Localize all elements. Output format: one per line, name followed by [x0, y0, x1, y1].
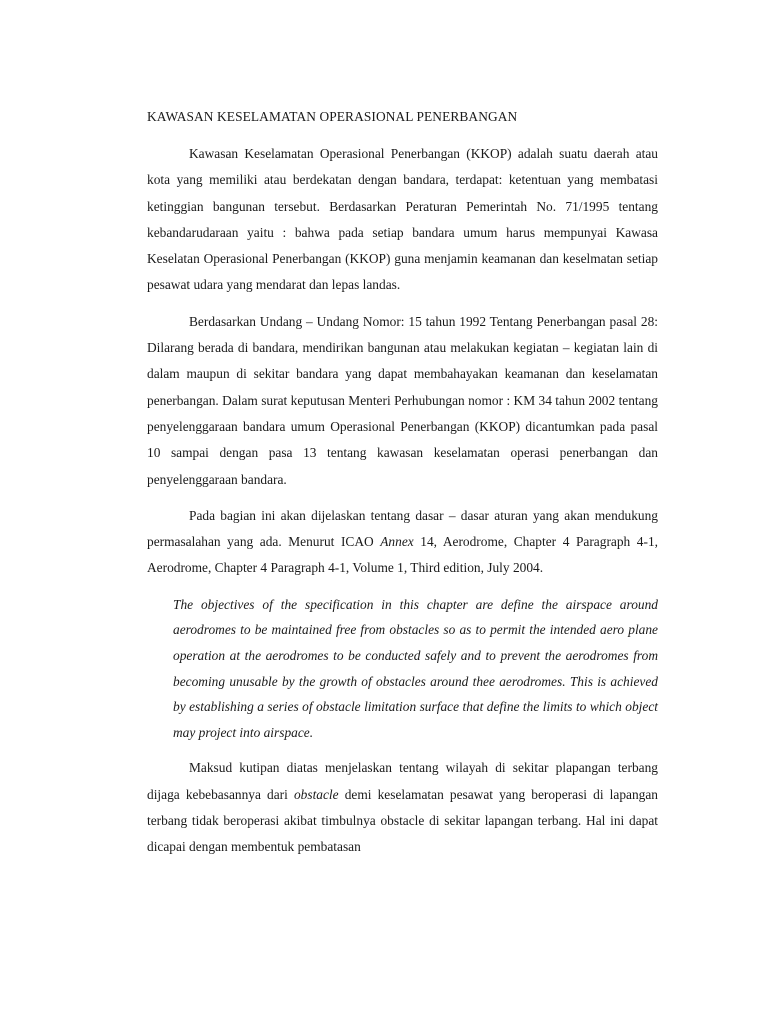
- document-page: [147, 104, 658, 871]
- obstacle-emphasis: obstacle: [293, 786, 339, 802]
- paragraph-1: Kawasan Keselamatan Operasional Penerbangan (KKOP) adalah suatu daerah atau kota yang memiliki atau berdekatan dengan bandara, terdapat: ketentuan yang membatasi ketinggian bangunan tersebut. Berdasarkan Peraturan Pemerintah No. 71/1995 tentang kebandarudaraan yaitu : bahwa pada setiap bandara umum harus mempunyai Kawasa Keselatan Operasional Penerbangan (KKOP) guna menjamin keamanan dan keselmatan setiap pesawat udara yang mendarat dan lepas landas.: [147, 146, 658, 293]
- paragraph-3-text-start: Pada bagian ini akan dijelaskan tentang dasar – dasar aturan yang akan mendukung permasalahan yang ada. Menurut ICAO: [147, 507, 658, 550]
- paragraph-4-text-start: Maksud kutipan diatas menjelaskan tentang wilayah di sekitar plapangan terbang dijaga kebebasannya dari: [147, 760, 658, 802]
- paragraph-2: Berdasarkan Undang – Undang Nomor: 15 tahun 1992 Tentang Penerbangan pasal 28: Dilarang berada di bandara, mendirikan bangunan atau melakukan kegiatan – kegiatan lain di dalam maupun di sekitar bandara yang dapat membahayakan keamanan dan keselamatan penerbangan. Dalam surat keputusan Menteri Perhubungan nomor : KM 34 tahun 2002 tentang penyelenggaraan bandara umum Operasional Penerbangan (KKOP) dicantumkan pada pasal 10 sampai dengan pasa 13 tentang kawasan keselamatan operasi penerbangan dan penyelenggaraan bandara.: [147, 313, 658, 487]
- paragraph-3-text-end: 14, Aerodrome, Chapter 4 Paragraph 4-1, Aerodrome, Chapter 4 Paragraph 4-1, Volume 1, Third edition, July 2004.: [147, 534, 658, 576]
- document-heading: KAWASAN KESELAMATAN OPERASIONAL PENERBANGAN: [147, 109, 518, 124]
- paragraph-4-text-end: demi keselamatan pesawat yang beroperasi di lapangan terbang tidak beroperasi akibat timbulnya obstacle di sekitar lapangan terbang. Hal ini dapat dicapai dengan membentuk pembatasan: [147, 786, 658, 855]
- paragraph-3: [147, 503, 658, 582]
- paragraph-4: [147, 755, 658, 860]
- annex-emphasis: Annex: [380, 534, 414, 550]
- icao-block-quote: The objectives of the specification in this chapter are define the airspace around aerodromes to be maintained free from obstacles so as to permit the intended aero plane operation at the aerodromes to be conducted safely and to prevent the aerodromes from becoming unusable by the growth of obstacles around thee aerodromes. This is achieved by establishing a series of obstacle limitation surface that define the limits to which object may project into airspace.: [173, 596, 658, 740]
